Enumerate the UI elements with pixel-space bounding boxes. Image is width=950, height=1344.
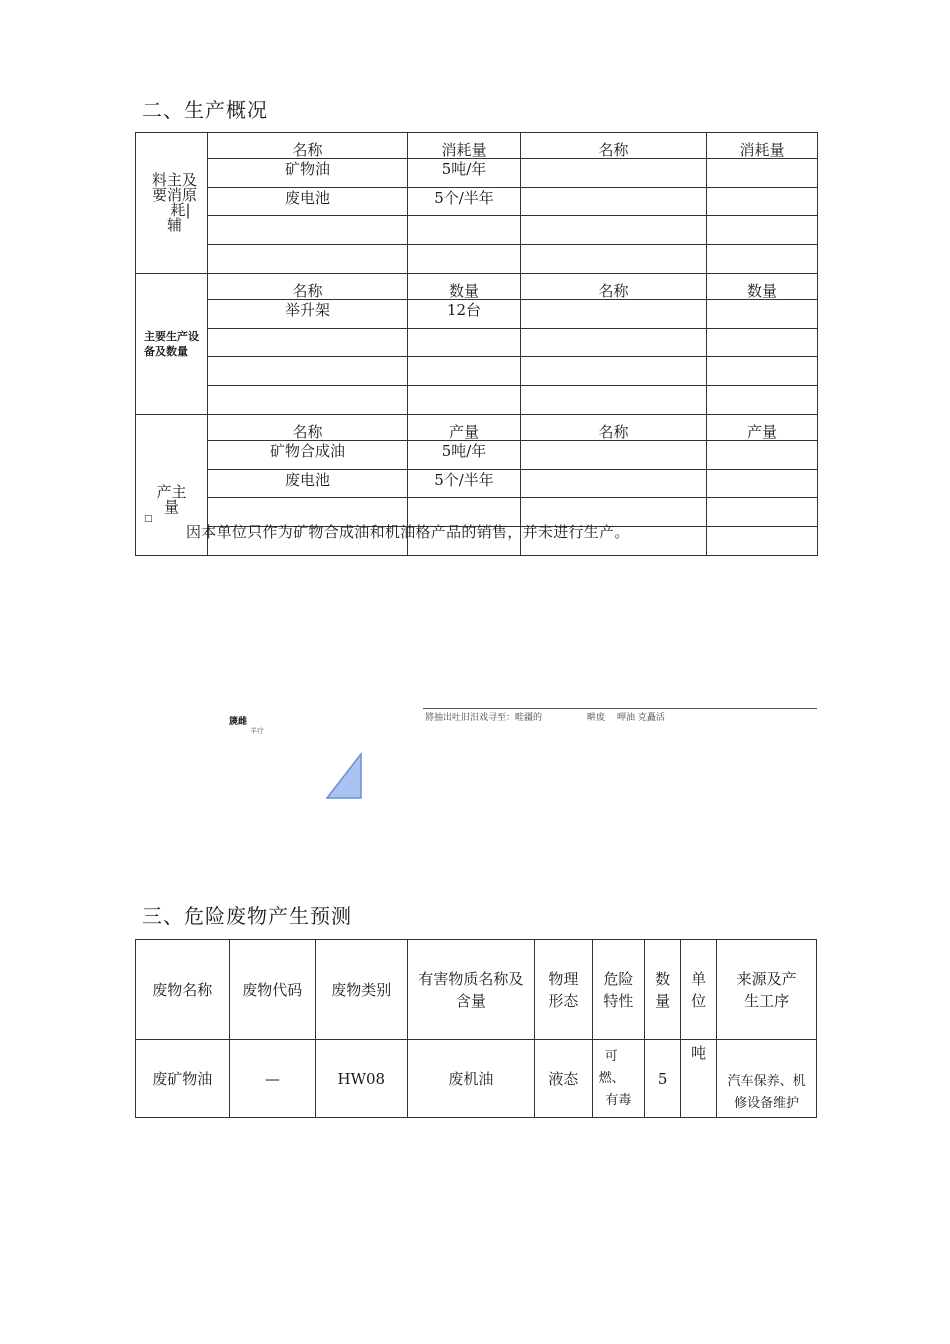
table-cell: 12台 — [408, 299, 521, 328]
table-row — [136, 245, 818, 274]
materials-header-name-1: 名称 — [208, 133, 408, 159]
triangle-shape — [325, 752, 363, 800]
products-header-name-2: 名称 — [521, 414, 707, 440]
table-cell: 5个/半年 — [408, 469, 521, 498]
cell-waste-code: — — [229, 1040, 315, 1118]
equipment-header-qty-2: 数量 — [707, 273, 818, 299]
header-waste-category: 废物类别 — [316, 940, 408, 1040]
table-row — [136, 216, 818, 245]
products-header-name-1: 名称 — [208, 414, 408, 440]
cell-unit: 吨 — [681, 1040, 717, 1118]
products-header-output-1: 产量 — [408, 414, 521, 440]
table-cell — [208, 245, 408, 274]
table-row — [136, 187, 818, 216]
table-row — [136, 158, 818, 187]
materials-side-label: 料主及 要消原 耗| 辅 — [136, 133, 208, 274]
table-cell — [521, 245, 707, 274]
header-hazard-substance: 有害物质名称及含量 — [407, 940, 535, 1040]
table-cell — [408, 216, 521, 245]
table-cell: 5个/半年 — [408, 187, 521, 216]
table-cell — [521, 328, 707, 357]
table-cell — [521, 469, 707, 498]
table-cell — [707, 498, 818, 527]
table-cell — [408, 386, 521, 415]
table-header-row — [136, 940, 817, 1040]
equipment-header-name-2: 名称 — [521, 273, 707, 299]
table-cell — [707, 469, 818, 498]
table-cell — [707, 158, 818, 187]
equipment-side-label: 主要生产设备及数量 — [136, 273, 208, 414]
table-row — [136, 1040, 817, 1118]
table-cell: 5吨/年 — [408, 158, 521, 187]
table-row — [136, 469, 818, 498]
figure-line-text-1: 將抽出吐旧汨戏寻至：畦疆的 — [425, 713, 543, 723]
cell-waste-name: 废矿物油 — [136, 1040, 230, 1118]
table-cell — [707, 299, 818, 328]
materials-header-amount-1: 消耗量 — [408, 133, 521, 159]
table-cell — [707, 245, 818, 274]
table-cell — [208, 216, 408, 245]
table-cell — [521, 216, 707, 245]
hazardous-waste-table — [135, 939, 817, 1118]
table-row — [136, 357, 818, 386]
table-cell — [521, 299, 707, 328]
header-unit: 单位 — [681, 940, 717, 1040]
table-cell — [408, 328, 521, 357]
table-cell — [521, 386, 707, 415]
table-row — [136, 299, 818, 328]
table-cell — [521, 158, 707, 187]
materials-header-amount-2: 消耗量 — [707, 133, 818, 159]
table-cell — [408, 245, 521, 274]
table-cell — [707, 357, 818, 386]
table-cell — [521, 440, 707, 469]
cell-quantity: 5 — [645, 1040, 681, 1118]
table-cell — [208, 328, 408, 357]
cell-waste-category: HW08 — [316, 1040, 408, 1118]
table-cell: 举升架 — [208, 299, 408, 328]
table-cell — [408, 357, 521, 386]
table-cell — [707, 440, 818, 469]
table-cell — [707, 527, 818, 556]
table-cell: 废电池 — [208, 187, 408, 216]
header-waste-name: 废物名称 — [136, 940, 230, 1040]
table-cell — [521, 357, 707, 386]
cell-hazard-substance: 废机油 — [407, 1040, 535, 1118]
table-row — [136, 440, 818, 469]
table-cell — [208, 357, 408, 386]
table-cell — [707, 328, 818, 357]
table-cell: 废电池 — [208, 469, 408, 498]
products-header-output-2: 产量 — [707, 414, 818, 440]
cell-physical-form: 液态 — [535, 1040, 593, 1118]
header-hazard-property: 危险特性 — [592, 940, 644, 1040]
products-side-label: 产主 量 □ — [136, 414, 208, 555]
equipment-header-qty-1: 数量 — [408, 273, 521, 299]
section-2-title: 二、生产概况 — [142, 98, 268, 122]
table-cell — [521, 187, 707, 216]
header-source: 来源及产生工序 — [717, 940, 817, 1040]
header-waste-code: 废物代码 — [229, 940, 315, 1040]
table-row — [136, 328, 818, 357]
cell-source: 汽车保养、机 修设备维护 — [717, 1040, 817, 1118]
equipment-header-name-1: 名称 — [208, 273, 408, 299]
table-cell — [707, 216, 818, 245]
table-cell: 矿物合成油 — [208, 440, 408, 469]
section-3-title: 三、危险废物产生预测 — [142, 904, 352, 928]
figure-label-1: 篪雌 — [229, 717, 248, 727]
table-cell — [707, 386, 818, 415]
figure-label-2: 羊疗 — [250, 727, 264, 735]
production-note: 因本单位只作为矿物合成油和机油格产品的销售，并未进行生产。 — [186, 523, 630, 541]
production-overview-table — [135, 132, 818, 556]
figure-divider-line — [423, 708, 817, 709]
materials-header-name-2: 名称 — [521, 133, 707, 159]
cell-hazard-property: 可 燃、 有毒 — [592, 1040, 644, 1118]
table-cell — [208, 386, 408, 415]
table-row — [136, 386, 818, 415]
figure-line-text-2: 畊废 — [587, 713, 606, 723]
table-cell — [707, 187, 818, 216]
header-physical-form: 物理形态 — [535, 940, 593, 1040]
figure-line-text-3: 呷油 克矗活 — [617, 713, 665, 723]
table-cell: 矿物油 — [208, 158, 408, 187]
header-quantity: 数量 — [645, 940, 681, 1040]
table-cell: 5吨/年 — [408, 440, 521, 469]
